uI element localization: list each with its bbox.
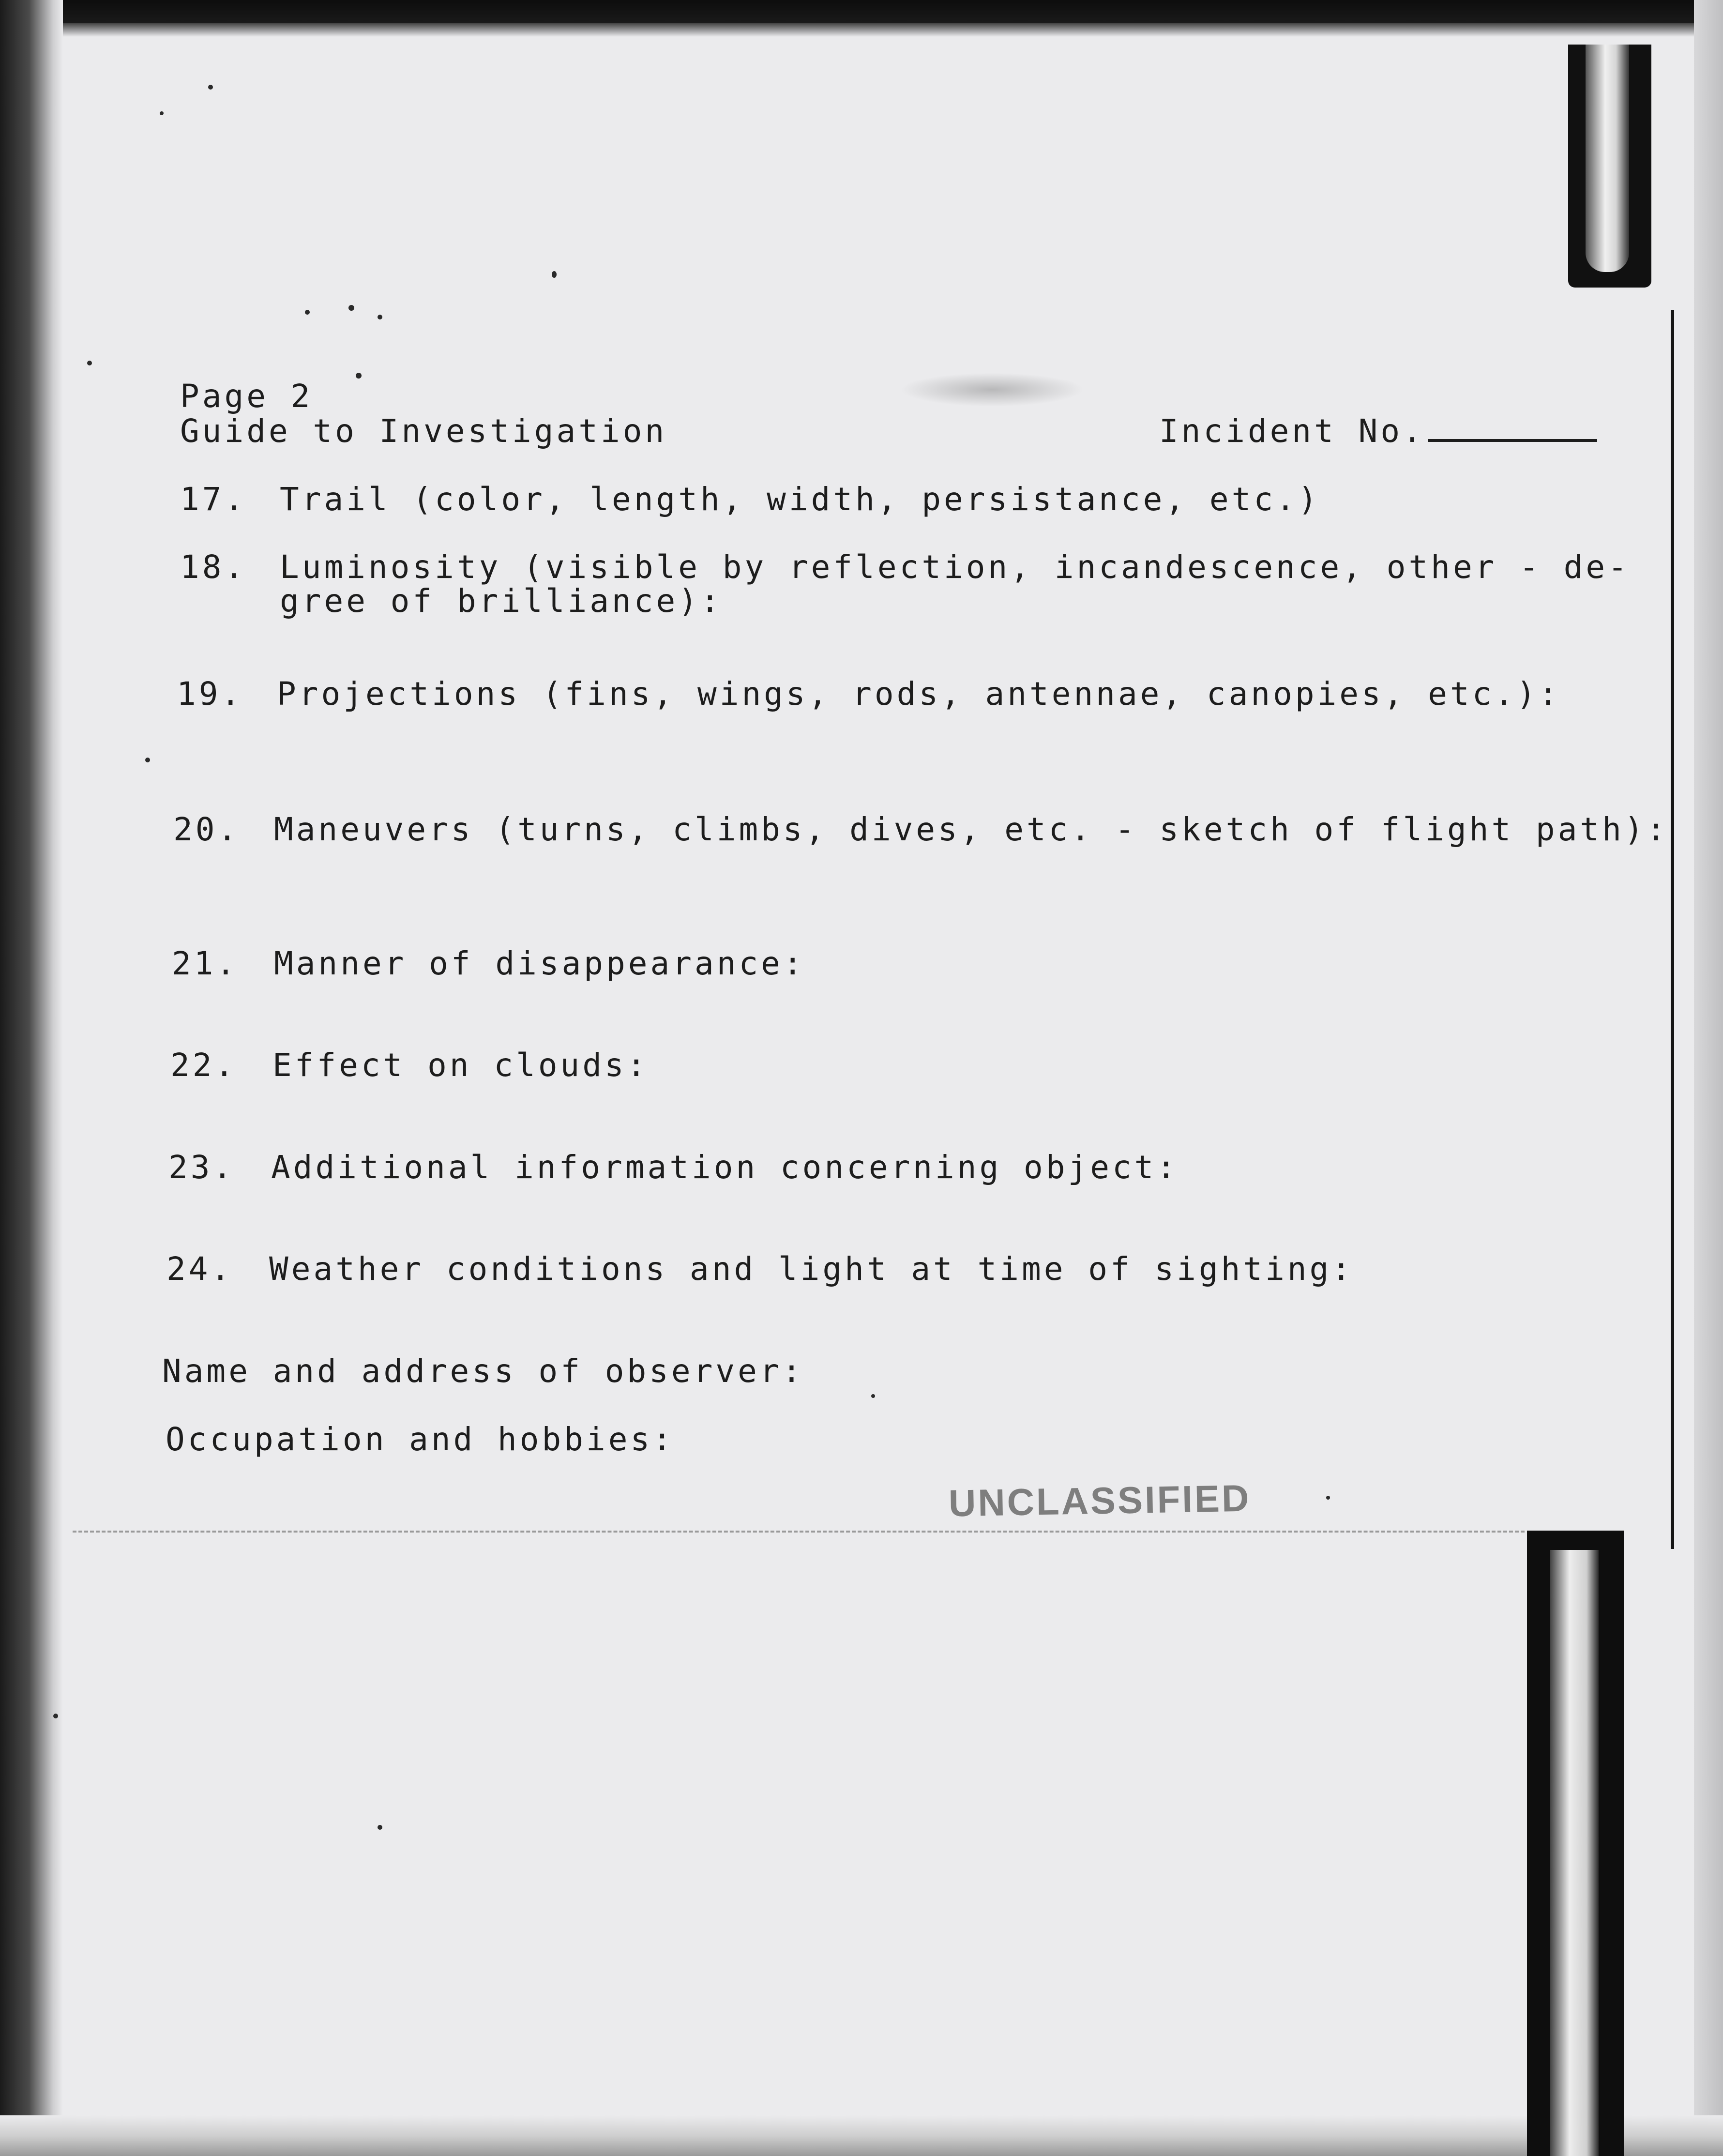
page-number: Page 2	[180, 378, 313, 415]
item-number: 21.	[172, 945, 239, 982]
incident-number-blank	[1428, 418, 1597, 442]
dust-speck	[348, 305, 354, 311]
item-number: 22.	[170, 1047, 237, 1084]
item-text-continued: gree of brilliance):	[280, 582, 723, 620]
item-text: Manner of disappearance:	[274, 945, 805, 982]
dust-speck	[378, 1825, 382, 1830]
item-text: Weather conditions and light at time of sighting:	[269, 1250, 1354, 1288]
item-text: Projections (fins, wings, rods, antennae, canopies, etc.):	[277, 675, 1561, 713]
scan-edge-bottom	[0, 2115, 1723, 2156]
dust-speck	[1326, 1496, 1330, 1500]
dust-speck	[356, 373, 362, 379]
item-number: 19.	[177, 675, 243, 713]
scan-shadow-top	[0, 23, 1723, 37]
item-text: Trail (color, length, width, persistance, etc.)	[280, 481, 1320, 518]
item-text: Effect on clouds:	[272, 1047, 649, 1084]
scan-edge-right	[1694, 0, 1723, 2156]
occupation-hobbies: Occupation and hobbies:	[166, 1421, 675, 1458]
dust-speck	[160, 111, 164, 115]
dust-speck	[871, 1394, 875, 1398]
dust-speck	[145, 758, 150, 762]
dust-speck	[378, 315, 382, 319]
observer-name-address: Name and address of observer:	[162, 1352, 804, 1390]
binder-clip-top	[1568, 45, 1651, 288]
document-title: Guide to Investigation	[180, 412, 667, 450]
item-text: Maneuvers (turns, climbs, dives, etc. - sketch of flight path):	[274, 811, 1669, 848]
item-number: 23.	[168, 1149, 235, 1186]
incident-number-label: Incident No.	[1159, 412, 1425, 450]
ink-smudge	[900, 373, 1084, 407]
classification-stamp: UNCLASSIFIED	[948, 1476, 1252, 1525]
item-text: Luminosity (visible by reflection, incandescence, other - de-	[280, 548, 1630, 586]
item-number: 20.	[173, 811, 240, 848]
scan-edge-left	[0, 0, 63, 2156]
item-number: 24.	[166, 1250, 233, 1288]
dust-speck	[305, 310, 310, 315]
scan-edge-top	[0, 0, 1723, 23]
margin-rule	[1671, 310, 1674, 1549]
dust-speck	[87, 361, 92, 365]
dust-speck	[208, 85, 213, 90]
item-text: Additional information concerning object:	[271, 1149, 1179, 1186]
item-number: 18.	[180, 548, 247, 586]
binder-clip-bottom	[1527, 1531, 1624, 2156]
item-number: 17.	[180, 481, 247, 518]
dust-speck	[552, 271, 557, 278]
fold-line	[73, 1531, 1525, 1533]
incident-number-field	[1159, 414, 1597, 449]
dust-speck	[53, 1714, 58, 1718]
